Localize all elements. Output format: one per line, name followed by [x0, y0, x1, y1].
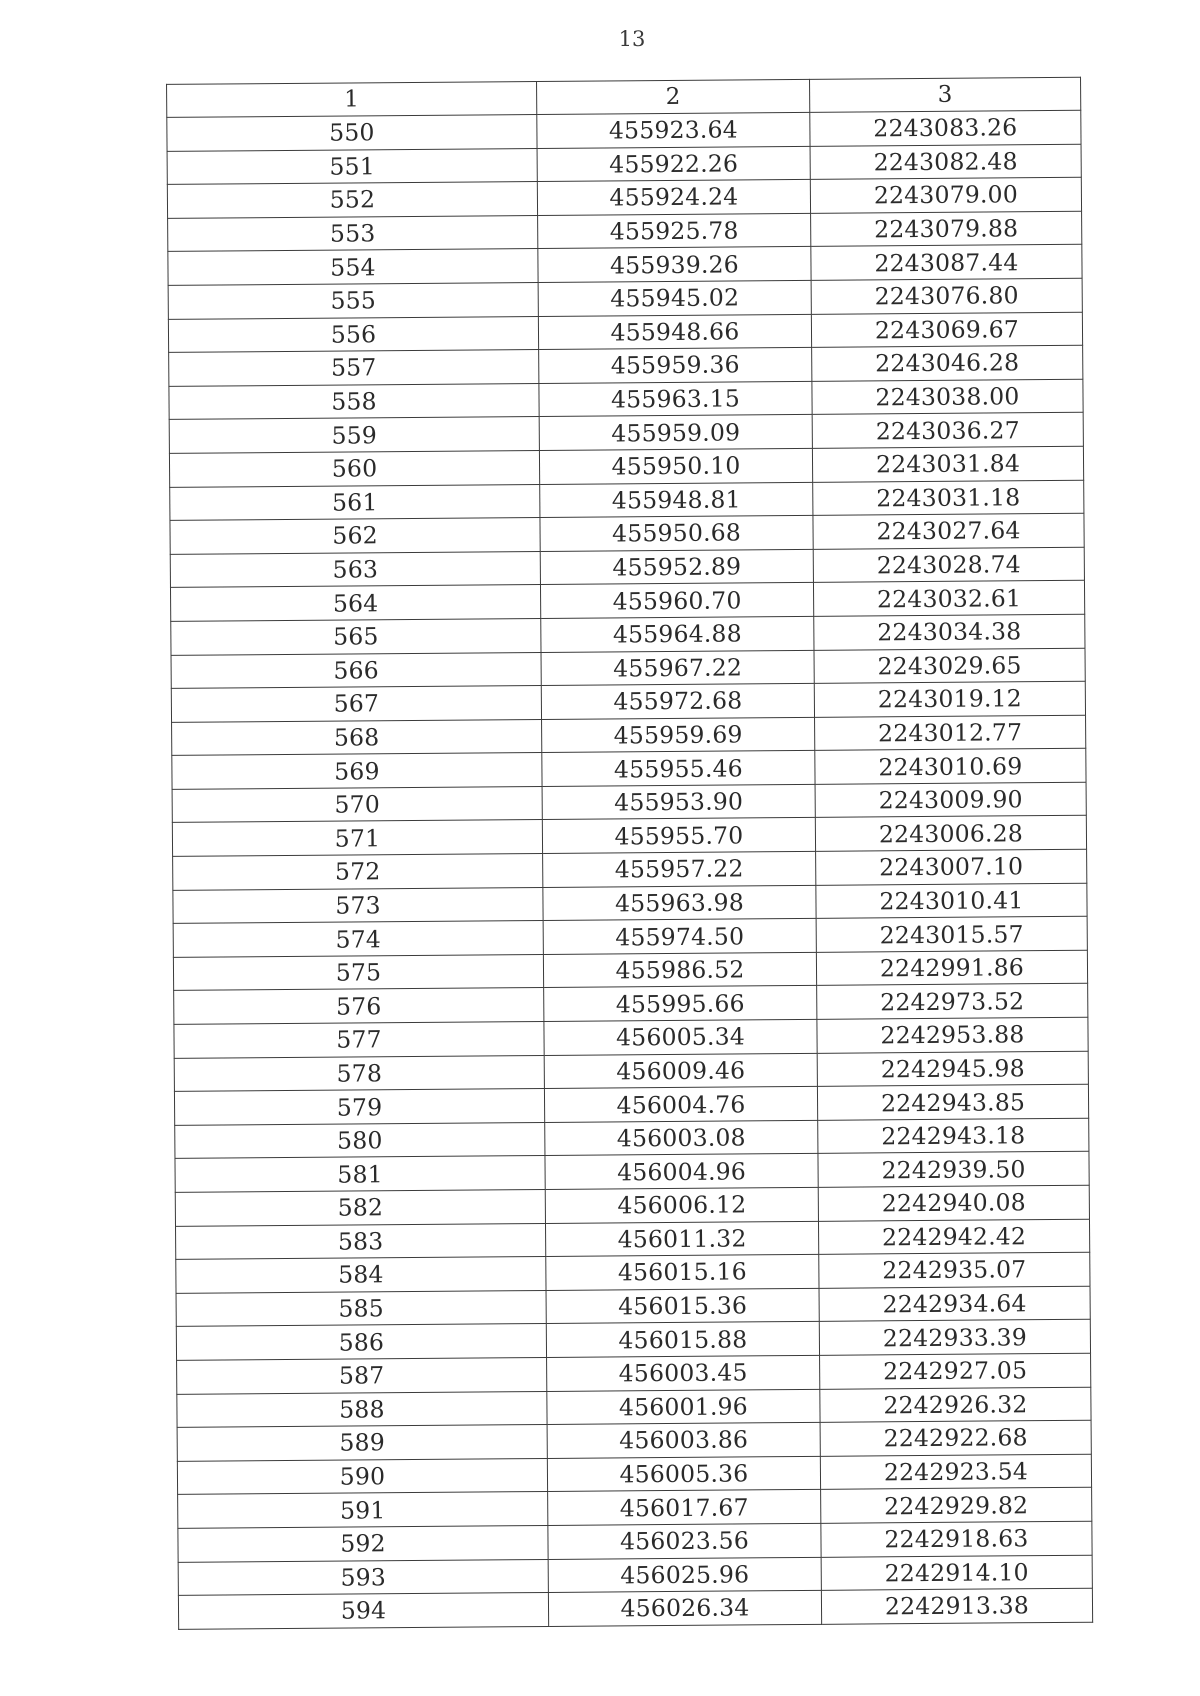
y-coordinate-cell: 2243015.57 — [816, 916, 1087, 952]
point-number-cell: 572 — [173, 854, 543, 890]
column-header-3: 3 — [810, 77, 1081, 112]
point-number-cell: 585 — [176, 1290, 546, 1326]
x-coordinate-cell: 455948.66 — [538, 314, 811, 350]
x-coordinate-cell: 455960.70 — [540, 583, 813, 619]
x-coordinate-cell: 456003.45 — [547, 1355, 820, 1391]
x-coordinate-cell: 456004.76 — [544, 1087, 817, 1123]
point-number-cell: 590 — [177, 1458, 547, 1494]
point-number-cell: 571 — [172, 820, 542, 856]
point-number-cell: 556 — [168, 316, 538, 352]
y-coordinate-cell: 2242991.86 — [816, 950, 1087, 986]
point-number-cell: 581 — [175, 1156, 545, 1192]
x-coordinate-cell: 455995.66 — [544, 986, 817, 1022]
y-coordinate-cell: 2242914.10 — [821, 1555, 1092, 1591]
y-coordinate-cell: 2243006.28 — [815, 816, 1086, 852]
y-coordinate-cell: 2243012.77 — [815, 715, 1086, 751]
y-coordinate-cell: 2243087.44 — [811, 245, 1082, 281]
point-number-cell: 566 — [171, 652, 541, 688]
x-coordinate-cell: 456003.86 — [547, 1422, 820, 1458]
y-coordinate-cell: 2242973.52 — [817, 984, 1088, 1020]
point-number-cell: 580 — [175, 1122, 545, 1158]
point-number-cell: 568 — [172, 719, 542, 755]
y-coordinate-cell: 2243038.00 — [812, 379, 1083, 415]
y-coordinate-cell: 2243027.64 — [813, 513, 1084, 549]
y-coordinate-cell: 2243032.61 — [813, 581, 1084, 617]
y-coordinate-cell: 2242939.50 — [818, 1152, 1089, 1188]
y-coordinate-cell: 2242913.38 — [821, 1588, 1092, 1624]
y-coordinate-cell: 2243009.90 — [815, 782, 1086, 818]
y-coordinate-cell: 2243076.80 — [811, 278, 1082, 314]
y-coordinate-cell: 2243034.38 — [814, 614, 1085, 650]
y-coordinate-cell: 2243010.41 — [816, 883, 1087, 919]
y-coordinate-cell: 2242934.64 — [819, 1286, 1090, 1322]
y-coordinate-cell: 2243031.84 — [812, 446, 1083, 482]
point-number-cell: 573 — [173, 887, 543, 923]
point-number-cell: 583 — [176, 1223, 546, 1259]
point-number-cell: 555 — [168, 282, 538, 318]
point-number-cell: 558 — [169, 383, 539, 419]
y-coordinate-cell: 2242942.42 — [818, 1219, 1089, 1255]
point-number-cell: 579 — [174, 1089, 544, 1125]
x-coordinate-cell: 455939.26 — [538, 247, 811, 283]
point-number-cell: 586 — [176, 1324, 546, 1360]
x-coordinate-cell: 455922.26 — [537, 146, 810, 182]
x-coordinate-cell: 456025.96 — [548, 1557, 821, 1593]
x-coordinate-cell: 455967.22 — [541, 650, 814, 686]
y-coordinate-cell: 2243083.26 — [810, 110, 1081, 146]
y-coordinate-cell: 2243082.48 — [810, 144, 1081, 180]
y-coordinate-cell: 2243010.69 — [815, 749, 1086, 785]
point-number-cell: 584 — [176, 1257, 546, 1293]
y-coordinate-cell: 2243036.27 — [812, 413, 1083, 449]
point-number-cell: 593 — [178, 1559, 548, 1595]
point-number-cell: 563 — [170, 551, 540, 587]
x-coordinate-cell: 455974.50 — [543, 919, 816, 955]
point-number-cell: 559 — [169, 417, 539, 453]
point-number-cell: 562 — [170, 518, 540, 554]
point-number-cell: 557 — [169, 350, 539, 386]
point-number-cell: 574 — [173, 921, 543, 957]
x-coordinate-cell: 456023.56 — [548, 1523, 821, 1559]
x-coordinate-cell: 455959.36 — [539, 348, 812, 384]
x-coordinate-cell: 455986.52 — [543, 952, 816, 988]
y-coordinate-cell: 2242918.63 — [821, 1521, 1092, 1557]
point-number-cell: 567 — [171, 686, 541, 722]
x-coordinate-cell: 456003.08 — [545, 1120, 818, 1156]
y-coordinate-cell: 2242940.08 — [818, 1185, 1089, 1221]
y-coordinate-cell: 2242933.39 — [819, 1320, 1090, 1356]
point-number-cell: 588 — [177, 1391, 547, 1427]
point-number-cell: 575 — [173, 954, 543, 990]
x-coordinate-cell: 455924.24 — [537, 180, 810, 216]
x-coordinate-cell: 455963.15 — [539, 381, 812, 417]
x-coordinate-cell: 455957.22 — [543, 851, 816, 887]
point-number-cell: 561 — [170, 484, 540, 520]
x-coordinate-cell: 456026.34 — [548, 1590, 821, 1626]
point-number-cell: 582 — [175, 1189, 545, 1225]
y-coordinate-cell: 2242943.85 — [817, 1084, 1088, 1120]
x-coordinate-cell: 455925.78 — [538, 213, 811, 249]
point-number-cell: 576 — [174, 988, 544, 1024]
y-coordinate-cell: 2243031.18 — [813, 480, 1084, 516]
y-coordinate-cell: 2242926.32 — [820, 1387, 1091, 1423]
x-coordinate-cell: 456015.16 — [546, 1255, 819, 1291]
column-header-1: 1 — [167, 82, 537, 118]
x-coordinate-cell: 456006.12 — [545, 1187, 818, 1223]
y-coordinate-cell: 2243028.74 — [813, 547, 1084, 583]
point-number-cell: 570 — [172, 786, 542, 822]
x-coordinate-cell: 456011.32 — [545, 1221, 818, 1257]
x-coordinate-cell: 455955.46 — [542, 751, 815, 787]
x-coordinate-cell: 455955.70 — [542, 818, 815, 854]
point-number-cell: 552 — [167, 182, 537, 218]
table-row — [178, 1588, 1092, 1629]
x-coordinate-cell: 455959.09 — [539, 415, 812, 451]
point-number-cell: 554 — [168, 249, 538, 285]
y-coordinate-cell: 2242935.07 — [819, 1252, 1090, 1288]
point-number-cell: 587 — [177, 1357, 547, 1393]
point-number-cell: 564 — [170, 585, 540, 621]
x-coordinate-cell: 456009.46 — [544, 1053, 817, 1089]
y-coordinate-cell: 2243007.10 — [816, 849, 1087, 885]
x-coordinate-cell: 456017.67 — [548, 1490, 821, 1526]
point-number-cell: 591 — [178, 1492, 548, 1528]
point-number-cell: 577 — [174, 1022, 544, 1058]
x-coordinate-cell: 456015.36 — [546, 1288, 819, 1324]
y-coordinate-cell: 2242953.88 — [817, 1017, 1088, 1053]
x-coordinate-cell: 455964.88 — [541, 616, 814, 652]
x-coordinate-cell: 455945.02 — [538, 280, 811, 316]
point-number-cell: 550 — [167, 115, 537, 151]
table-body — [167, 110, 1093, 1629]
y-coordinate-cell: 2242922.68 — [820, 1420, 1091, 1456]
y-coordinate-cell: 2243019.12 — [814, 681, 1085, 717]
point-number-cell: 589 — [177, 1425, 547, 1461]
point-number-cell: 560 — [169, 450, 539, 486]
page-number: 13 — [618, 27, 646, 51]
x-coordinate-cell: 455953.90 — [542, 784, 815, 820]
y-coordinate-cell: 2242927.05 — [820, 1353, 1091, 1389]
y-coordinate-cell: 2243029.65 — [814, 648, 1085, 684]
column-header-2: 2 — [537, 79, 810, 114]
x-coordinate-cell: 455959.69 — [542, 717, 815, 753]
x-coordinate-cell: 456004.96 — [545, 1154, 818, 1190]
point-number-cell: 553 — [168, 215, 538, 251]
y-coordinate-cell: 2242923.54 — [820, 1454, 1091, 1490]
point-number-cell: 565 — [171, 618, 541, 654]
x-coordinate-cell: 456001.96 — [547, 1389, 820, 1425]
y-coordinate-cell: 2243079.88 — [811, 211, 1082, 247]
y-coordinate-cell: 2242943.18 — [818, 1118, 1089, 1154]
x-coordinate-cell: 455963.98 — [543, 885, 816, 921]
point-number-cell: 592 — [178, 1525, 548, 1561]
x-coordinate-cell: 456005.34 — [544, 1019, 817, 1055]
coordinates-table — [166, 77, 1093, 1630]
y-coordinate-cell: 2243079.00 — [810, 177, 1081, 213]
x-coordinate-cell: 455952.89 — [540, 549, 813, 585]
x-coordinate-cell: 455950.68 — [540, 515, 813, 551]
x-coordinate-cell: 455950.10 — [539, 448, 812, 484]
x-coordinate-cell: 456015.88 — [546, 1322, 819, 1358]
point-number-cell: 578 — [174, 1055, 544, 1091]
x-coordinate-cell: 455948.81 — [540, 482, 813, 518]
point-number-cell: 551 — [167, 148, 537, 184]
point-number-cell: 569 — [172, 753, 542, 789]
y-coordinate-cell: 2243069.67 — [811, 312, 1082, 348]
x-coordinate-cell: 456005.36 — [547, 1456, 820, 1492]
point-number-cell: 594 — [178, 1593, 548, 1629]
y-coordinate-cell: 2243046.28 — [812, 345, 1083, 381]
y-coordinate-cell: 2242929.82 — [821, 1488, 1092, 1524]
y-coordinate-cell: 2242945.98 — [817, 1051, 1088, 1087]
x-coordinate-cell: 455923.64 — [537, 112, 810, 148]
x-coordinate-cell: 455972.68 — [541, 683, 814, 719]
